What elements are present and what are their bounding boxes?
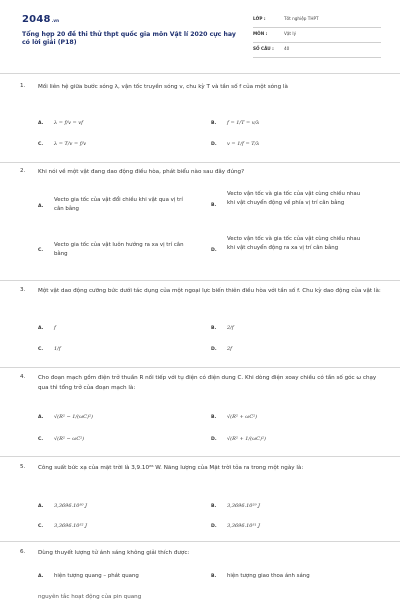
question-divider xyxy=(0,541,400,542)
meta-row-class xyxy=(253,13,381,28)
option-value: 3,3696.10³² J xyxy=(54,523,88,529)
option-letter: D. xyxy=(211,524,217,529)
option-letter: A. xyxy=(38,415,44,420)
question-text: Mối liên hệ giữa bước sóng λ, vận tốc truyền sóng v, chu kỳ T và tần số f của một sóng là xyxy=(38,84,288,90)
option-b[interactable] xyxy=(211,573,310,579)
question-number: 3. xyxy=(20,287,26,293)
option-c-partial[interactable]: nguyên tắc hoạt động của pin quang xyxy=(38,594,142,600)
option-value: Vecto vận tốc và gia tốc của vật cùng chiều nhau khi vật chuyển động ra xa vị trí cân bằng xyxy=(227,236,361,251)
option-b[interactable] xyxy=(211,325,234,331)
option-a[interactable] xyxy=(38,414,93,420)
option-letter: B. xyxy=(211,326,217,331)
meta-label: SỐ CÂU : xyxy=(253,46,274,51)
option-a[interactable] xyxy=(38,120,83,126)
option-value: v = 1/f = T/λ xyxy=(227,141,260,147)
option-letter: B. xyxy=(211,121,217,126)
option-c[interactable] xyxy=(38,436,84,442)
option-value: √(R² + ωC²) xyxy=(227,414,258,420)
site-logo[interactable] xyxy=(22,14,59,25)
option-a[interactable] xyxy=(38,325,56,331)
option-letter: C. xyxy=(38,142,44,147)
option-d[interactable] xyxy=(211,523,260,529)
option-c[interactable] xyxy=(38,141,86,147)
question-number: 6. xyxy=(20,549,26,555)
meta-label: LỚP : xyxy=(253,16,266,21)
question-number: 1. xyxy=(20,83,26,89)
option-letter: C. xyxy=(38,437,44,442)
meta-value: 40 xyxy=(284,46,290,51)
option-value: 1/f xyxy=(54,346,61,352)
option-value: λ = T/v = f/v xyxy=(54,141,87,147)
option-letter: A. xyxy=(38,504,44,509)
option-c[interactable] xyxy=(38,523,87,529)
option-d[interactable] xyxy=(211,436,266,442)
option-a[interactable] xyxy=(38,573,139,579)
option-value: √(R² − ωC²) xyxy=(54,436,85,442)
question-divider xyxy=(0,162,400,163)
option-value: √(R² + 1/(ωC)²) xyxy=(227,436,266,442)
question-text: Dùng thuyết lượng tử ánh sáng không giải thích được: xyxy=(38,550,190,556)
option-value: hiện tượng giao thoa ánh sáng xyxy=(227,573,310,579)
option-value: f = 1/T = v/λ xyxy=(227,120,260,126)
option-b[interactable] xyxy=(211,414,257,420)
meta-row-count xyxy=(253,43,381,58)
question-number: 2. xyxy=(20,168,26,174)
document-title: Tổng hợp 20 đề thi thử thpt quốc gia môn Vật lí 2020 cực hay có lời giải (P18) xyxy=(22,31,236,47)
question-divider xyxy=(0,280,400,281)
question-text: Khi nói về một vật đang dao động điều hòa, phát biểu nào sau đây đúng? xyxy=(38,169,245,175)
question-number: 5. xyxy=(20,464,26,470)
option-value: Vecto gia tốc của vật đổi chiều khi vật qua vị trí cân bằng xyxy=(54,197,183,212)
option-d[interactable] xyxy=(211,233,381,273)
meta-box xyxy=(253,13,381,58)
logo-text: 2048 xyxy=(22,14,51,25)
option-letter: C. xyxy=(38,347,44,352)
option-letter: D. xyxy=(211,347,217,352)
option-letter: B. xyxy=(211,203,217,208)
question-number: 4. xyxy=(20,374,26,380)
logo-suffix: .vn xyxy=(51,18,60,23)
option-letter: B. xyxy=(211,415,217,420)
option-value: 3,3696.10²⁹ J xyxy=(227,503,261,509)
option-letter: A. xyxy=(38,574,44,579)
meta-value: Tốt nghiệp THPT xyxy=(284,16,319,21)
question-text: Một vật dao động cưỡng bức dưới tác dụng của một ngoại lực biến thiên điều hòa với tần số f. Chu kỳ dao động của vật là: xyxy=(38,288,381,294)
question-text: Công suất bức xạ của mặt trời là 3,9.10²⁶ W. Năng lượng của Mặt trời tỏa ra trong một ngày là: xyxy=(38,465,304,471)
meta-row-subject xyxy=(253,28,381,43)
option-value: f xyxy=(54,325,56,331)
option-value: λ = f/v = vf xyxy=(54,120,83,126)
option-value: 2f xyxy=(227,346,233,352)
option-value: Vecto vận tốc và gia tốc của vật cùng chiều nhau khi vật chuyển động về phía vị trí cân bằng xyxy=(227,191,361,206)
option-value: Vecto gia tốc của vật luôn hướng ra xa vị trí cân bằng xyxy=(54,242,184,257)
option-letter: D. xyxy=(211,248,217,253)
option-b[interactable] xyxy=(211,503,260,509)
header-divider xyxy=(0,73,400,74)
meta-value: Vật lý xyxy=(284,31,297,36)
option-letter: B. xyxy=(211,504,217,509)
question-divider xyxy=(0,456,400,457)
option-value: 3,3696.10³¹ J xyxy=(227,523,261,529)
option-c[interactable] xyxy=(38,239,208,269)
option-a[interactable] xyxy=(38,503,87,509)
option-letter: B. xyxy=(211,574,217,579)
option-b[interactable] xyxy=(211,120,259,126)
option-letter: D. xyxy=(211,142,217,147)
option-b[interactable] xyxy=(211,188,381,228)
document-header xyxy=(0,0,400,72)
option-c[interactable] xyxy=(38,346,61,352)
option-letter: A. xyxy=(38,326,44,331)
option-letter: A. xyxy=(38,204,44,209)
option-value: hiện tượng quang – phát quang xyxy=(54,573,139,579)
question-text: Cho đoạn mạch gồm điện trở thuần R nối tiếp với tụ điện có điện dung C. Khi dòng điện xoay chiều có tần số góc ω chạy qua thì tổng trở của đoạn mạch là: xyxy=(38,375,377,391)
option-letter: D. xyxy=(211,437,217,442)
option-letter: A. xyxy=(38,121,44,126)
option-d[interactable] xyxy=(211,346,232,352)
option-letter: C. xyxy=(38,524,44,529)
option-letter: C. xyxy=(38,248,44,253)
meta-label: MÔN : xyxy=(253,31,268,36)
question-divider xyxy=(0,367,400,368)
option-a[interactable] xyxy=(38,194,208,224)
option-value: 2/f xyxy=(227,325,234,331)
option-value: 3,3696.10³⁰ J xyxy=(54,503,88,509)
option-value: √(R² − 1/(ωC)²) xyxy=(54,414,93,420)
option-d[interactable] xyxy=(211,141,259,147)
